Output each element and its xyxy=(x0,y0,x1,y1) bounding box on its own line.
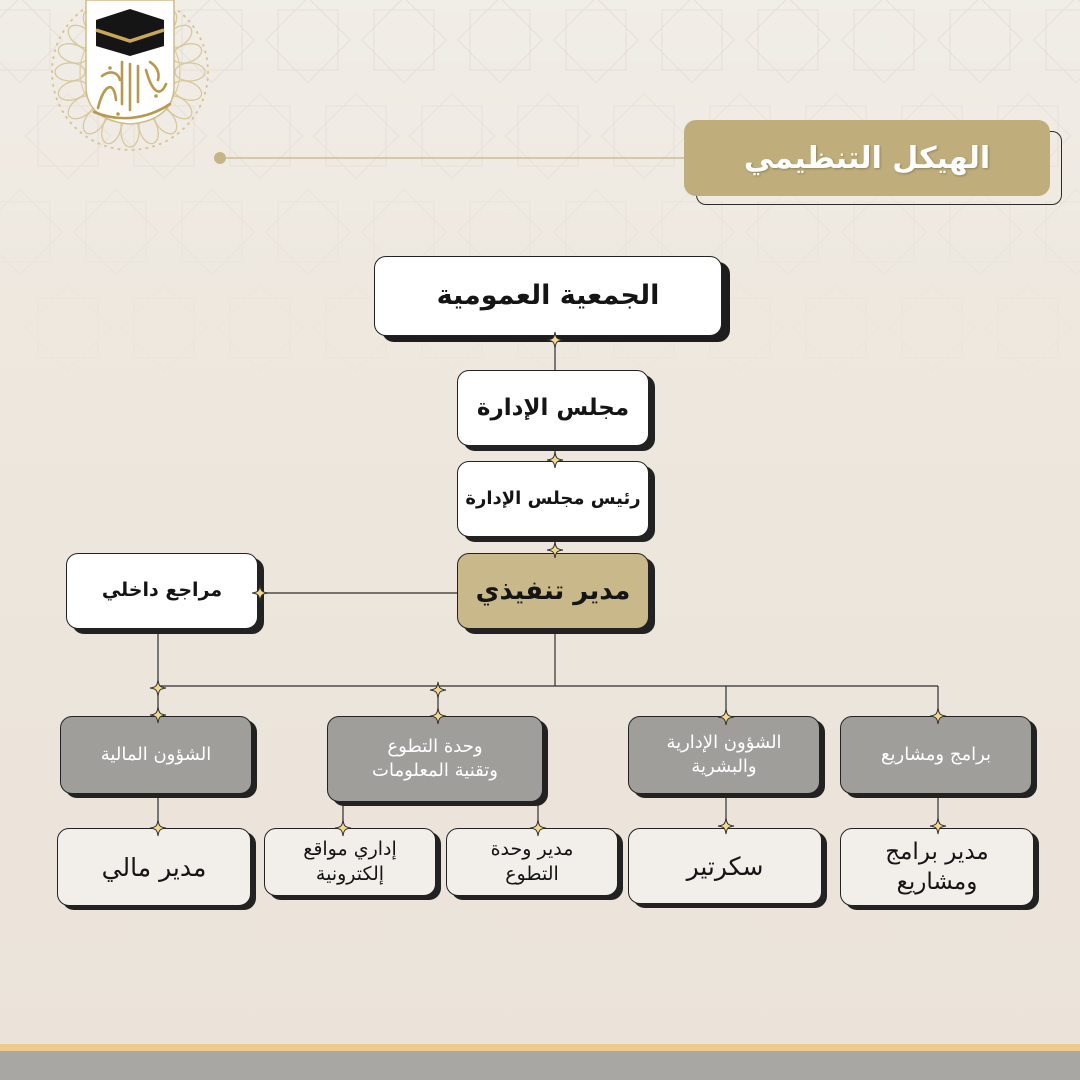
box-label: مدير تنفيذي xyxy=(475,575,631,606)
sparkle-icon xyxy=(430,708,446,724)
sparkle-icon xyxy=(930,818,946,834)
box-label: مدير مالي xyxy=(101,852,207,882)
page-title: الهيكل التنظيمي xyxy=(743,140,991,176)
sparkle-icon xyxy=(547,452,563,468)
box-label: الجمعية العمومية xyxy=(436,280,660,312)
box-label: رئيس مجلس الإدارة xyxy=(465,488,641,510)
box-label-line-1: مدير وحدة xyxy=(490,837,574,860)
sparkle-icon xyxy=(430,682,446,698)
sparkle-icon xyxy=(547,542,563,558)
sparkle-icon xyxy=(530,820,546,836)
box-label-line-2: إلكترونية xyxy=(315,863,385,885)
box-label-line-1: وحدة التطوع xyxy=(387,736,483,758)
box-label-line-2: والبشرية xyxy=(691,756,757,777)
sparkle-icon xyxy=(150,820,166,836)
box-label: سكرتير xyxy=(686,851,764,881)
box-label: الشؤون المالية xyxy=(100,744,212,766)
sparkle-icon xyxy=(718,818,734,834)
box-label-line-1: إداري مواقع xyxy=(303,837,397,860)
box-label-line-2: ومشاريع xyxy=(896,869,978,895)
sparkle-icon xyxy=(150,680,166,696)
sparkle-icon xyxy=(335,820,351,836)
sparkle-icon xyxy=(150,707,166,723)
sparkle-icon xyxy=(252,585,268,601)
box-label: مراجع داخلي xyxy=(101,579,223,602)
box-label: مجلس الإدارة xyxy=(476,394,630,421)
sparkle-icon xyxy=(930,708,946,724)
box-label-line-1: مدير برامج xyxy=(885,838,989,865)
sparkle-icon xyxy=(547,332,563,348)
sparkle-icon xyxy=(718,709,734,725)
box-label-line-2: وتقنية المعلومات xyxy=(372,760,498,781)
box-label-line-1: الشؤون الإدارية xyxy=(666,732,782,754)
box-label-line-2: التطوع xyxy=(505,863,559,885)
box-label: برامج ومشاريع xyxy=(880,744,992,766)
